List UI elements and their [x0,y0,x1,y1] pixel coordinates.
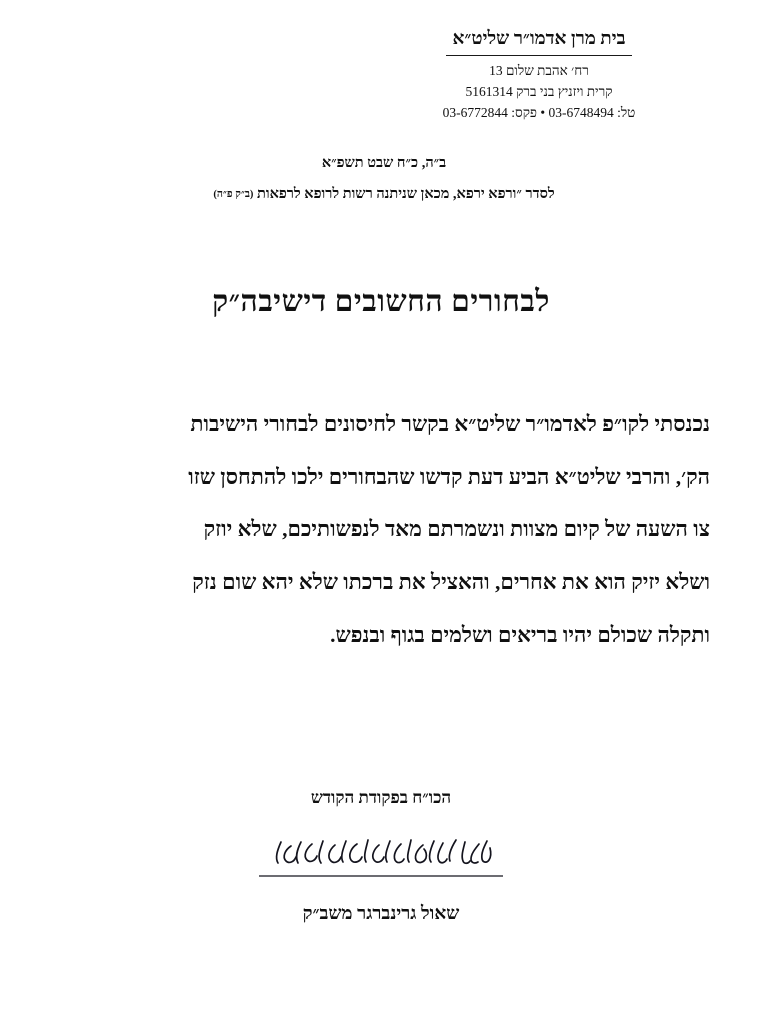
dedication-line [64,186,704,203]
body-line-5: ותקלה שכולם יהיו בריאים ושלמים בגוף ובנפש. [330,622,710,647]
letter-body [52,398,710,661]
letterhead-address: רח׳ אהבת שלום 13 [489,63,589,79]
body-line-1: נכנסתי לקו״פ לאדמו״ר שליט״א בקשר לחיסונים לבחורי הישיבות [190,412,710,436]
letterhead [374,28,704,124]
letterhead-title: בית מרן אדמו״ר שליט״א [452,29,626,49]
body-line-3: צו השעה של קיום מצוות ונשמרתם מאד לנפשותיכם, שלא יוזק [203,517,710,542]
body-line-2: הק׳, והרבי שליט״א הביע דעת קדשו שהבחורים ילכו להתחסן שזו [188,464,710,489]
hebrew-date-line: ב״ה, כ״ח שבט תשפ״א [321,155,447,171]
body-line-4: ושלא יזיק הוא את אחרים, והאציל את ברכתו שלא יהא שום נזק [192,570,710,595]
letterhead-city: קרית ויזניץ בני ברק 5161314 [465,84,613,100]
dedication-text: לסדר ״ורפא ירפא, מכאן שניתנה רשות לרופא לרפאות [257,186,555,202]
letterhead-phone: טל: 03-6748494 • פקס: 03-6772844 [442,105,636,121]
page-title: לבחורים החשובים דישיבה״ק [212,285,550,318]
signatory-name: שאול גרינברגר משב״ק [302,904,460,924]
signature-closing: הכו״ח בפקודת הקודש [310,788,452,807]
dedication-source-note: (ב״ק פ״ה) [213,189,254,200]
letterhead-divider [446,55,632,56]
handwritten-signature [0,832,762,884]
